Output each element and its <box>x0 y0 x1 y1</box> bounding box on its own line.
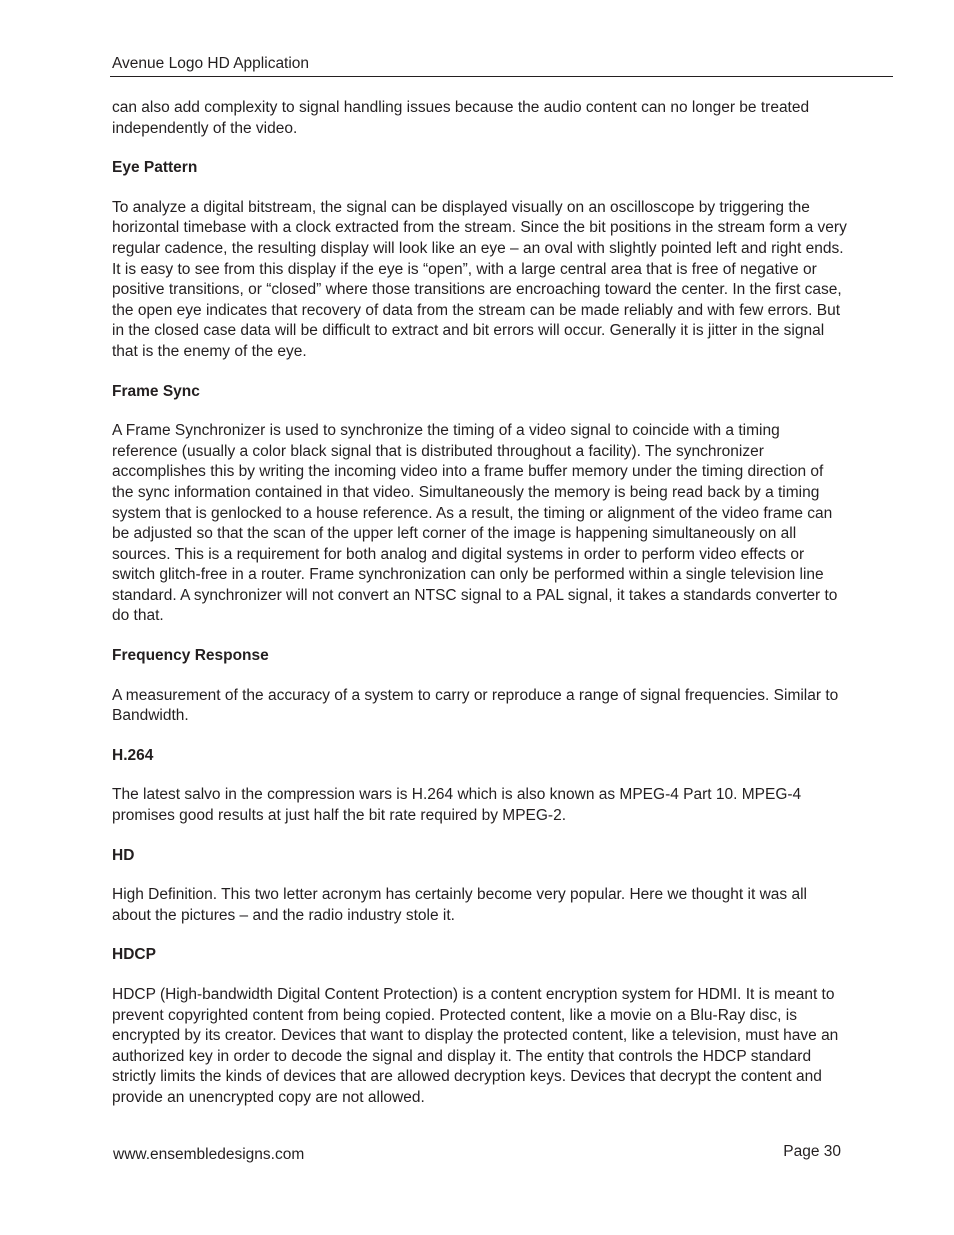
section-text-frame-sync: A Frame Synchronizer is used to synchronize the timing of a video signal to coincide with a timing reference (usually a color black signal that is distributed throughout a facility). The synchronizer accomplishes this by writing the incoming video into a frame buffer memory under the timing direction of the sync information contained in that video. Simultaneously the memory is being read back by a timing system that is genlocked to a house reference. As a result, the timing or alignment of the video frame can be adjusted so that the scan of the upper left corner of the image is happening simultaneously on all sources. This is a requirement for both analog and digital systems in order to perform video effects or switch glitch-free in a router. Frame synchronization can only be performed within a single television line standard. A synchronizer will not convert an NTSC signal to a PAL signal, it takes a standards converter to do that. <box>112 422 838 625</box>
section-text-frequency-response: A measurement of the accuracy of a system to carry or reproduce a range of signal frequencies. Similar to Bandwidth. <box>112 686 839 725</box>
page-content <box>112 98 847 1128</box>
section-text-eye-pattern: To analyze a digital bitstream, the signal can be displayed visually on an oscilloscope by triggering the horizontal timebase with a clock extracted from the stream. Since the bit positions in the stream form a very regular cadence, the resulting display will look like an eye – an oval with slightly pointed left and right ends. It is easy to see from this display if the eye is “open”, with a large central area that is free of negative or positive transitions, or “closed” where those transitions are encroaching toward the center. In the first case, the open eye indicates that recovery of data from the stream can be made reliably and with few errors. But in the closed case data will be difficult to extract and bit errors will occur. Generally it is jitter in the signal that is the enemy of the eye. <box>112 198 847 360</box>
section-text-hd: High Definition. This two letter acronym has certainly become very popular. Here we thought it was all about the pictures – and the radio industry stole it. <box>112 886 807 924</box>
page-number: Page 30 <box>783 1143 841 1160</box>
section-text-hdcp: HDCP (High-bandwidth Digital Content Protection) is a content encryption system for HDMI. It is meant to prevent copyrighted content from being copied. Protected content, like a movie on a Blu-Ray disc, is encrypted by its creator. Devices that want to display the protected content, like a television, must have an authorized key in order to decode the signal and display it. The entity that controls the HDCP standard strictly limits the kinds of devices that are allowed decryption keys. Devices that decrypt the content and provide an unencrypted copy are not allowed. <box>112 986 839 1106</box>
section-heading-hdcp: HDCP <box>112 946 156 964</box>
section-heading-hd: HD <box>112 846 135 864</box>
intro-paragraph: can also add complexity to signal handling issues because the audio content can no longer be treated independently of the video. <box>112 99 810 137</box>
section-text-h264: The latest salvo in the compression wars is H.264 which is also known as MPEG-4 Part 10. MPEG-4 promises good results at just half the bit rate required by MPEG-2. <box>112 786 802 825</box>
running-header: Avenue Logo HD Application <box>112 55 310 72</box>
section-heading-h264: H.264 <box>112 746 154 764</box>
footer-website-link[interactable]: www.ensembledesigns.com <box>113 1146 305 1163</box>
section-heading-eye-pattern: Eye Pattern <box>112 159 198 177</box>
section-heading-frame-sync: Frame Sync <box>112 382 200 400</box>
header-divider <box>110 76 893 77</box>
section-heading-frequency-response: Frequency Response <box>112 647 269 665</box>
